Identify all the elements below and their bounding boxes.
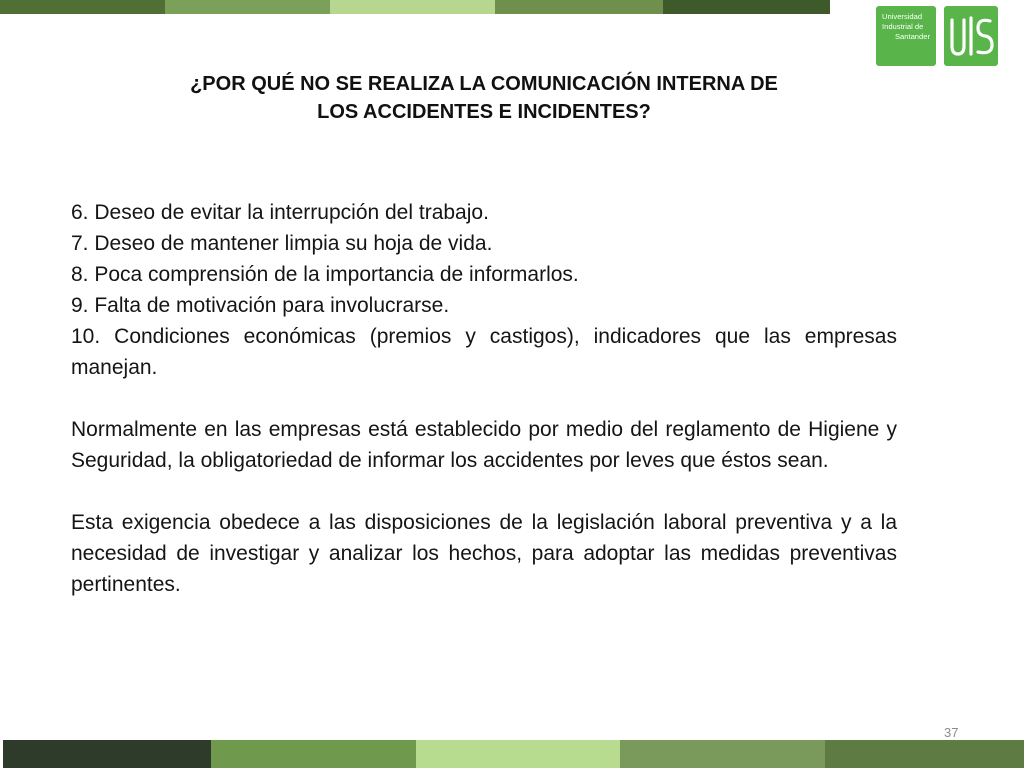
list-item: 7. Deseo de mantener limpia su hoja de vida. xyxy=(71,232,493,255)
logo-line-2: Industrial de xyxy=(882,22,924,31)
bottom-bar-segment xyxy=(825,740,1024,768)
top-bar-segment xyxy=(663,0,830,14)
top-bar-segment xyxy=(495,0,663,14)
top-bar-segment xyxy=(330,0,495,14)
uis-mark-icon xyxy=(944,6,998,66)
slide-title xyxy=(70,70,898,126)
bottom-bar-segment xyxy=(211,740,416,768)
university-logo xyxy=(876,6,1000,68)
top-decorative-bar xyxy=(0,0,830,14)
bottom-bar-segment xyxy=(416,740,620,768)
spacer xyxy=(71,476,897,507)
list-item: 10. Condiciones económicas (premios y castigos), indicadores que las empresas manejan. xyxy=(71,325,897,379)
spacer xyxy=(71,383,897,414)
list-item: 8. Poca comprensión de la importancia de informarlos. xyxy=(71,263,579,286)
bottom-bar-segment xyxy=(620,740,825,768)
bottom-bar-segment xyxy=(3,740,211,768)
top-bar-segment xyxy=(0,0,165,14)
paragraph: Normalmente en las empresas está establecido por medio del reglamento de Higiene y Seguridad, la obligatoriedad de informar los accidentes por leves que éstos sean. xyxy=(71,418,897,472)
page-number: 37 xyxy=(944,725,959,740)
logo-text-box xyxy=(876,6,936,66)
title-line-1: ¿POR QUÉ NO SE REALIZA LA COMUNICACIÓN INTERNA DE xyxy=(190,73,778,95)
logo-line-1: Universidad xyxy=(882,12,923,21)
top-bar-segment xyxy=(165,0,330,14)
title-line-2: LOS ACCIDENTES E INCIDENTES? xyxy=(317,101,651,123)
list-item: 6. Deseo de evitar la interrupción del trabajo. xyxy=(71,201,489,224)
bottom-decorative-bar xyxy=(3,740,1024,768)
slide-body xyxy=(71,197,897,600)
logo-line-3: Santander xyxy=(894,32,930,41)
list-item: 9. Falta de motivación para involucrarse. xyxy=(71,294,450,317)
paragraph: Esta exigencia obedece a las disposiciones de la legislación laboral preventiva y a la necesidad de investigar y analizar los hechos, para adoptar las medidas preventivas pertinentes. xyxy=(71,511,897,596)
